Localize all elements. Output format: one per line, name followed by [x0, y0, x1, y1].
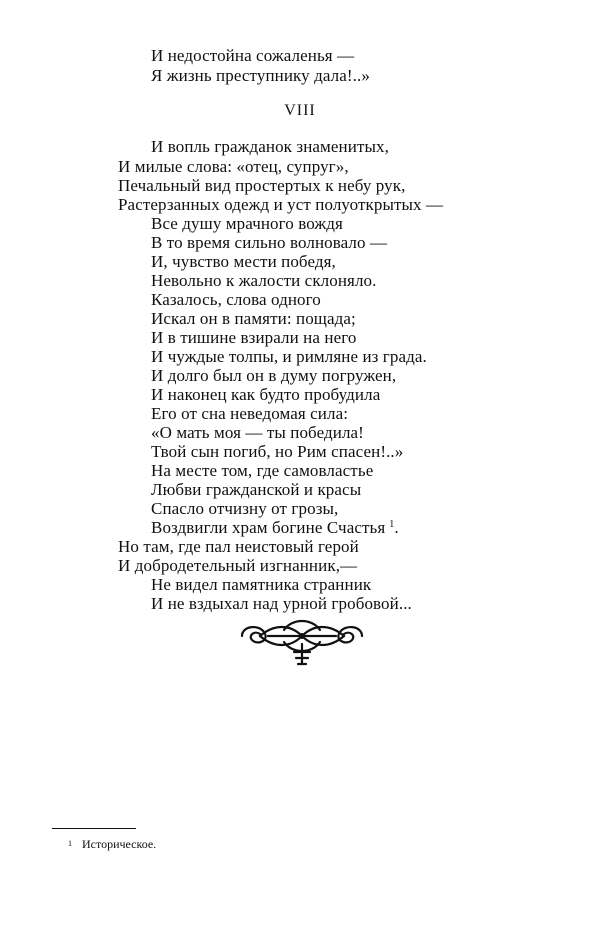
poem-line-text: Воздвигли храм богине Счастья — [151, 518, 386, 537]
poem-line-period: . — [394, 518, 399, 537]
poem-line: И вопль гражданок знаменитых, — [151, 137, 389, 156]
poem-line: Искал он в памяти: пощада; — [151, 309, 356, 328]
poem-line: И милые слова: «отец, супруг», — [118, 157, 349, 176]
poem-line: Спасло отчизну от грозы, — [151, 499, 339, 518]
poem-line: И не вздыхал над урной гробовой... — [151, 594, 412, 613]
poem-line: Все душу мрачного вождя — [151, 214, 343, 233]
poem-line: Невольно к жалости склоняло. — [151, 271, 377, 290]
poem-line: Не видел памятника странник — [151, 575, 372, 594]
poem-line: И добродетельный изгнанник,— — [118, 556, 358, 575]
poem-line: «О мать моя — ты победила! — [151, 423, 364, 442]
ornament-flourish-icon — [238, 614, 366, 668]
poem-line: И, чувство мести победя, — [151, 252, 336, 271]
poem-line: Твой сын погиб, но Рим спасен!..» — [151, 442, 404, 461]
poem-line-with-footnote — [151, 518, 399, 538]
section-heading: VIII — [284, 102, 316, 119]
poem-line: На месте том, где самовластье — [151, 461, 374, 480]
poem-line: Но там, где пал неистовый герой — [118, 537, 359, 556]
poem-line: Любви гражданской и красы — [151, 480, 362, 499]
poem-line: Я жизнь преступнику дала!..» — [151, 66, 370, 85]
poem-line: И в тишине взирали на него — [151, 328, 357, 347]
poem-line: И чуждые толпы, и римляне из града. — [151, 347, 427, 366]
poem-line: И недостойна сожаленья — — [151, 46, 355, 65]
poem-line: В то время сильно волновало — — [151, 233, 388, 252]
footnote-text: Историческое. — [82, 837, 157, 851]
footnote-marker: 1 — [68, 839, 72, 848]
footnote-reference: 1 — [389, 519, 395, 530]
poem-line: Казалось, слова одного — [151, 290, 321, 309]
footnote-divider — [52, 828, 136, 829]
poem-line: И наконец как будто пробудила — [151, 385, 381, 404]
poem-line: Растерзанных одежд и уст полуоткрытых — — [118, 195, 444, 214]
poem-line: Его от сна неведомая сила: — [151, 404, 349, 423]
footnote — [68, 836, 156, 852]
poem-line: Печальный вид простертых к небу рук, — [118, 176, 406, 195]
poem-line: И долго был он в думу погружен, — [151, 366, 397, 385]
